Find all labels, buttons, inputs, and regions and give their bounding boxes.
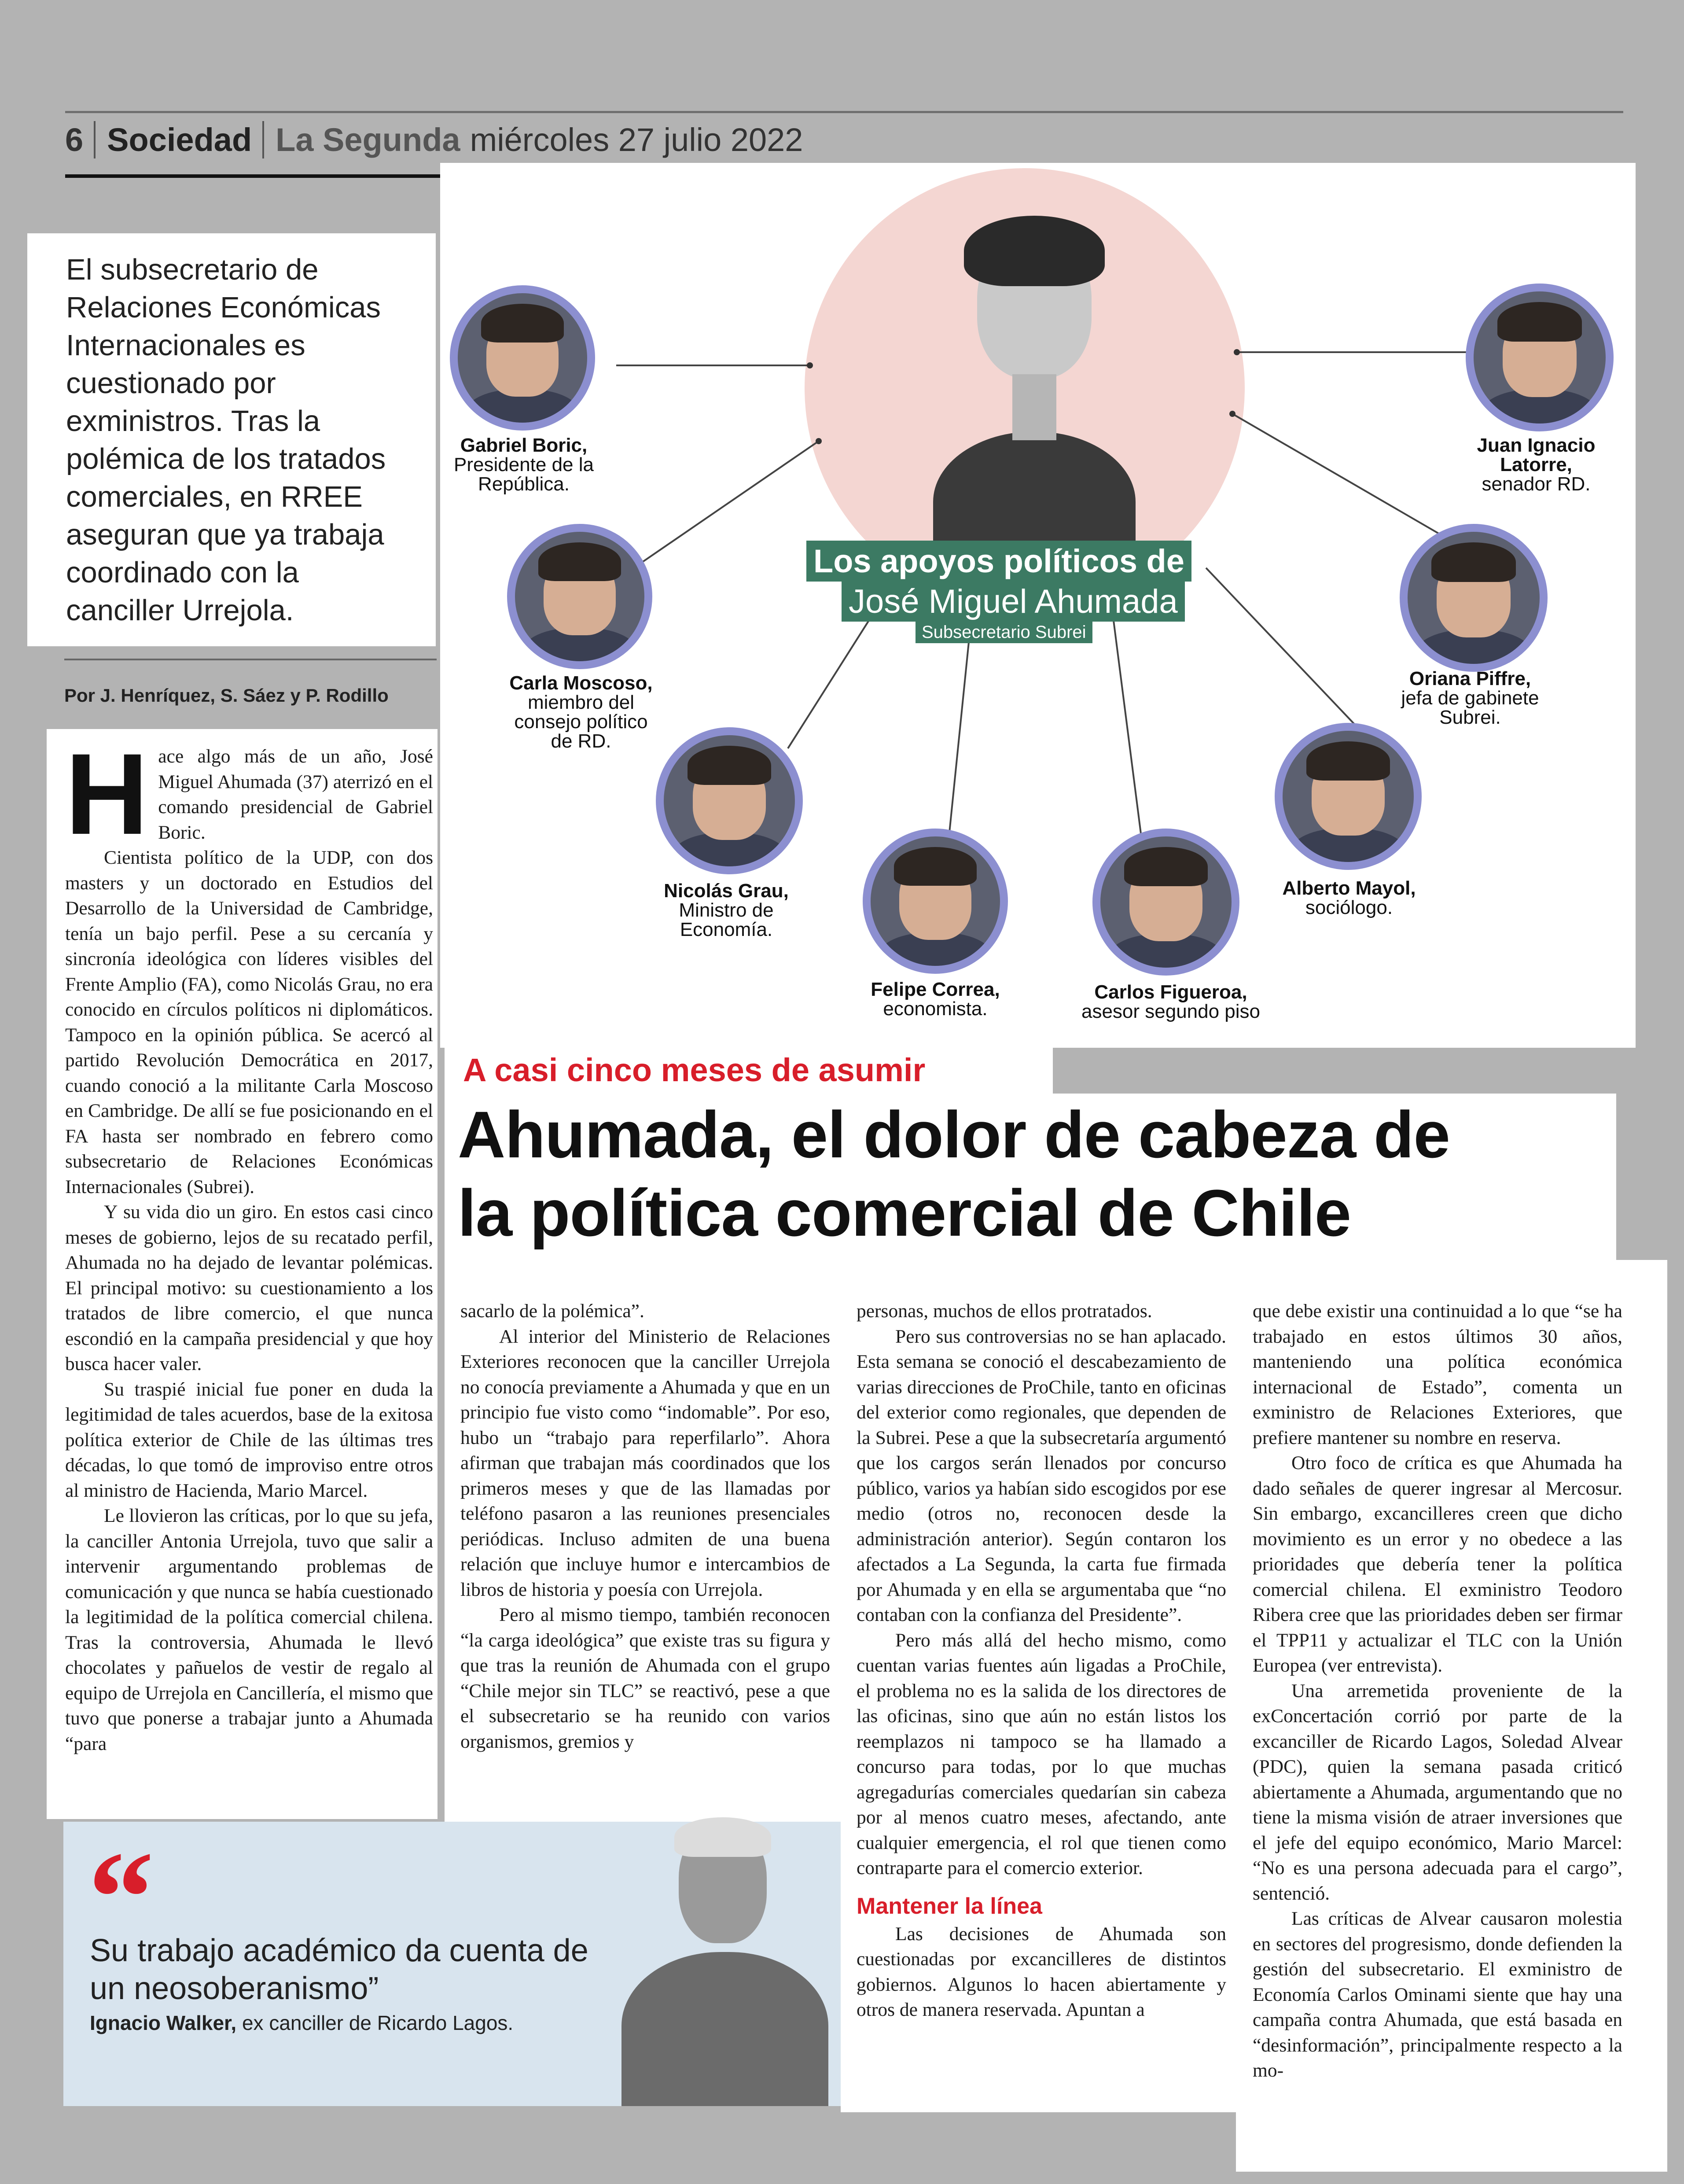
ahumada-portrait [880,216,1188,559]
column1-paragraph: Su traspié inicial fue poner en duda la legitimidad de tales acuerdos, base de la exitosa política exterior de Chile de las últimas tres décadas, lo que tomó de improviso entre otros al ministro de Hacienda, Mario Marcel. [65,1378,433,1501]
headline-line2: la política comercial de Chile [458,1176,1351,1250]
infographic-title-line1: Los apoyos políticos de [806,541,1191,582]
infographic-title-line2: José Miguel Ahumada [842,582,1185,622]
column3-paragraph: Las decisiones de Ahumada son cuestionadas por excancilleres de distintos gobiernos. Algunos lo hacen abiertamente y otros de manera reservada. Apuntan a [857,1923,1226,2020]
line-piffre [1232,414,1452,541]
infographic-title [806,541,1224,643]
headline [458,1095,1620,1252]
portrait-carla-moscoso [507,524,652,669]
column1-paragraph: Cientista político de la UDP, con dos masters y un doctorado en Estudios del Desarrollo de la Universidad de Cambridge, tenía un bajo perfil. Pese a su cercanía y sincronía ideológica con líderes visibles del Frente Amplio (FA), como Nicolás Grau, no era conocido en círculos políticos ni diplomáticos. Tampoco en la opinión pública. Se acercó al partido Revolución Democrática en 2017, cuando conoció a la militante Carla Moscoso en Cambridge. De allí se fue posicionando en el FA hasta ser nombrado en febrero como subsecretario de Relaciones Económicas Internacionales (Subrei). [65,847,433,1197]
pull-quote-text: Su trabajo académico da cuenta de un neosoberanismo” [90,1933,588,2006]
portrait-juan-ignacio-latorre [1466,284,1614,431]
column3-paragraph: Pero más allá del hecho mismo, como cuentan varias fuentes aún ligadas a ProChile, el problema no es la salida de los directores de las oficinas, sino que aún no están listos los reemplazos ni tampoco se ha llamado a concurso para todas, por lo que muchas agregadurías comerciales quedarían sin cabeza por al menos cuatro meses, afectando, ante cualquier emergencia, el rol que tienen como contraparte para el comercio exterior. [857,1629,1226,1878]
issue-date: miércoles 27 julio 2022 [470,121,803,158]
article-column-3 [857,1299,1226,2023]
intro-summary: El subsecretario de Relaciones Económicas Internacionales es cuestionado por exministros. Tras la polémica de los tratados comerciales, en RREE aseguran que ya trabaja coordinado con la canciller Urrejola. [27,233,436,646]
article-column-1 [65,729,433,1757]
quote-mark-icon: “ [88,1824,154,1970]
portrait-oriana-piffre [1400,524,1548,672]
page-number: 6 [65,121,96,158]
column1-paragraph: Y su vida dio un giro. En estos casi cinco meses de gobierno, lejos de su recatado perfil, Ahumada no ha dejado de levantar polémicas. El principal motivo: su cuestionamiento a los tratados de libre comercio, el que nunca escondió en la campaña presidencial y que hoy busca hacer valer. [65,1201,433,1374]
headline-line1: Ahumada, el dolor de cabeza de [458,1098,1450,1171]
column4-paragraph: Una arremetida proveniente de la exConcertación corrió por parte de la excanciller de Ricardo Lagos, Soledad Alvear (PDC), quien la semana pasada criticó abiertamente a Ahumada, argumentando que no tiene la misma visión de atraer inversiones que el jefe del equipo económico, Mario Marcel: “No es una persona adecuada para el cargo”, sentenció. [1253,1680,1622,1904]
quote-author-name: Ignacio Walker, [90,2011,237,2034]
portrait-gabriel-boric [450,285,595,431]
ignacio-walker-photo [613,1807,833,2106]
ahumada-neck [1012,374,1056,440]
column3-paragraph: Pero sus controversias no se han aplacado. Esta semana se conoció el descabezamiento de varias direcciones de ProChile, tanto en oficinas del exterior como regionales, que dependen de la Subrei. Pese a que la subsecretaría argumentó que los cargos serán llenados por concurso público, varios ya habían sido escogidos por ese medio (otros no, reconocen desde la administración anterior). Según contaron los afectados a La Segunda, la carta fue firmada por Ahumada y en ella se argumentaba que “no contaban con la confianza del Presidente”. [857,1326,1226,1625]
subheading: Mantener la línea [857,1893,1042,1919]
label-gabriel-boric: Gabriel Boric, Presidente de la República. [454,435,594,495]
article-column-4 [1253,1299,1622,2084]
portrait-nicolas-grau [656,727,803,874]
byline-rule [64,659,437,660]
line-mayol [1206,568,1373,744]
portrait-carlos-figueroa [1092,829,1239,976]
article-column-2 [460,1299,830,1754]
label-carla-moscoso: Carla Moscoso, miembro del consejo político de RD. [509,672,653,752]
label-nicolas-grau: Nicolás Grau, Ministro de Economía. [664,880,789,940]
portrait-alberto-mayol [1275,723,1422,870]
pull-quote-author [90,2011,513,2035]
label-alberto-mayol: Alberto Mayol, sociólogo. [1282,877,1416,918]
column1-paragraph: ace algo más de un año, José Miguel Ahumada (37) aterrizó en el comando presidencial de Gabriel Boric. [158,746,433,843]
portrait-felipe-correa [863,829,1008,974]
column4-paragraph: que debe existir una continuidad a lo que “se ha trabajado en estos últimos 30 años, manteniendo una política económica internacional de Estado”, comenta un exministro de Relaciones Exteriores, que prefiere mantener su nombre en reserva. [1253,1300,1622,1448]
column3-paragraph: personas, muchos de ellos protratados. [857,1300,1152,1322]
masthead-top-rule [65,111,1623,113]
section-name: Sociedad [107,121,264,158]
infographic-title-line3: Subsecretario Subrei [916,622,1092,643]
line-figueroa [1114,621,1144,854]
column2-paragraph: sacarlo de la polémica”. [460,1300,644,1322]
label-juan-ignacio-latorre: Juan Ignacio Latorre, senador RD. [1477,435,1596,495]
quote-author-role: ex canciller de Ricardo Lagos. [242,2011,514,2034]
label-felipe-correa: Felipe Correa, economista. [871,979,1000,1020]
masthead [65,115,803,164]
column1-paragraph: Le llovieron las críticas, por lo que su jefa, la canciller Antonia Urrejola, tuvo que salir a intervenir argumentando problemas de comunicación y que nunca se había cuestionado la legitimidad de la política comercial chilena. Tras la controversia, Ahumada le llevó chocolates y pañuelos de vestir de regalo al equipo de Urrejola en Cancillería, el mismo que tuvo que ponerse a trabajar junto a Ahumada “para [65,1505,433,1754]
newspaper-name: La Segunda [276,121,460,158]
label-carlos-figueroa: Carlos Figueroa, asesor segundo piso [1081,981,1261,1022]
column2-paragraph: Al interior del Ministerio de Relaciones Exteriores reconocen que la canciller Urrejola no conocía previamente a Ahumada y que en un principio fue visto como “indomable”. Por eso, hubo un “trabajo para reperfilarlo”. Ahora afirman que trabajan más coordinados que los primeros meses y que de las llamadas por teléfono pasaron a las reuniones presenciales periódicas. Incluso admiten de una buena relación que incluye humor e intercambios de libros de historia y poesía con Urrejola. [460,1326,830,1600]
ahumada-body [933,431,1136,559]
column2-paragraph: Pero al mismo tiempo, también reconocen “la carga ideológica” que existe tras su figura y que tras la reunión de Ahumada con el grupo “Chile mejor sin TLC” se reactivó, pese a que el subsecretario se ha reunido con varios organismos, gremios y [460,1604,830,1752]
line-correa [947,621,971,854]
kicker: A casi cinco meses de asumir [463,1052,926,1088]
line-moscoso [634,441,819,568]
byline: Por J. Henríquez, S. Sáez y P. Rodillo [64,685,389,706]
column4-paragraph: Las críticas de Alvear causaron molestia en sectores del progresismo, donde defienden la gestión del subsecretario. El exministro de Economía Carlos Ominami siente que hay una campaña contra Ahumada, que está basada en “desinformación”, principalmente respecto a la mo- [1253,1908,1622,2081]
ahumada-hair [964,216,1105,286]
drop-cap: H [65,729,149,858]
column4-paragraph: Otro foco de crítica es que Ahumada ha dado señales de querer ingresar al Mercosur. Sin embargo, excancilleres creen que dicho movimiento es un error y no obedece a las prioridades que debería tener la política comercial chilena. El exministro Teodoro Ribera cree que las prioridades deben ser firmar el TPP11 y actualizar el TLC con la Unión Europea (ver entrevista). [1253,1452,1622,1676]
label-oriana-piffre: Oriana Piffre, jefa de gabinete Subrei. [1401,668,1539,728]
